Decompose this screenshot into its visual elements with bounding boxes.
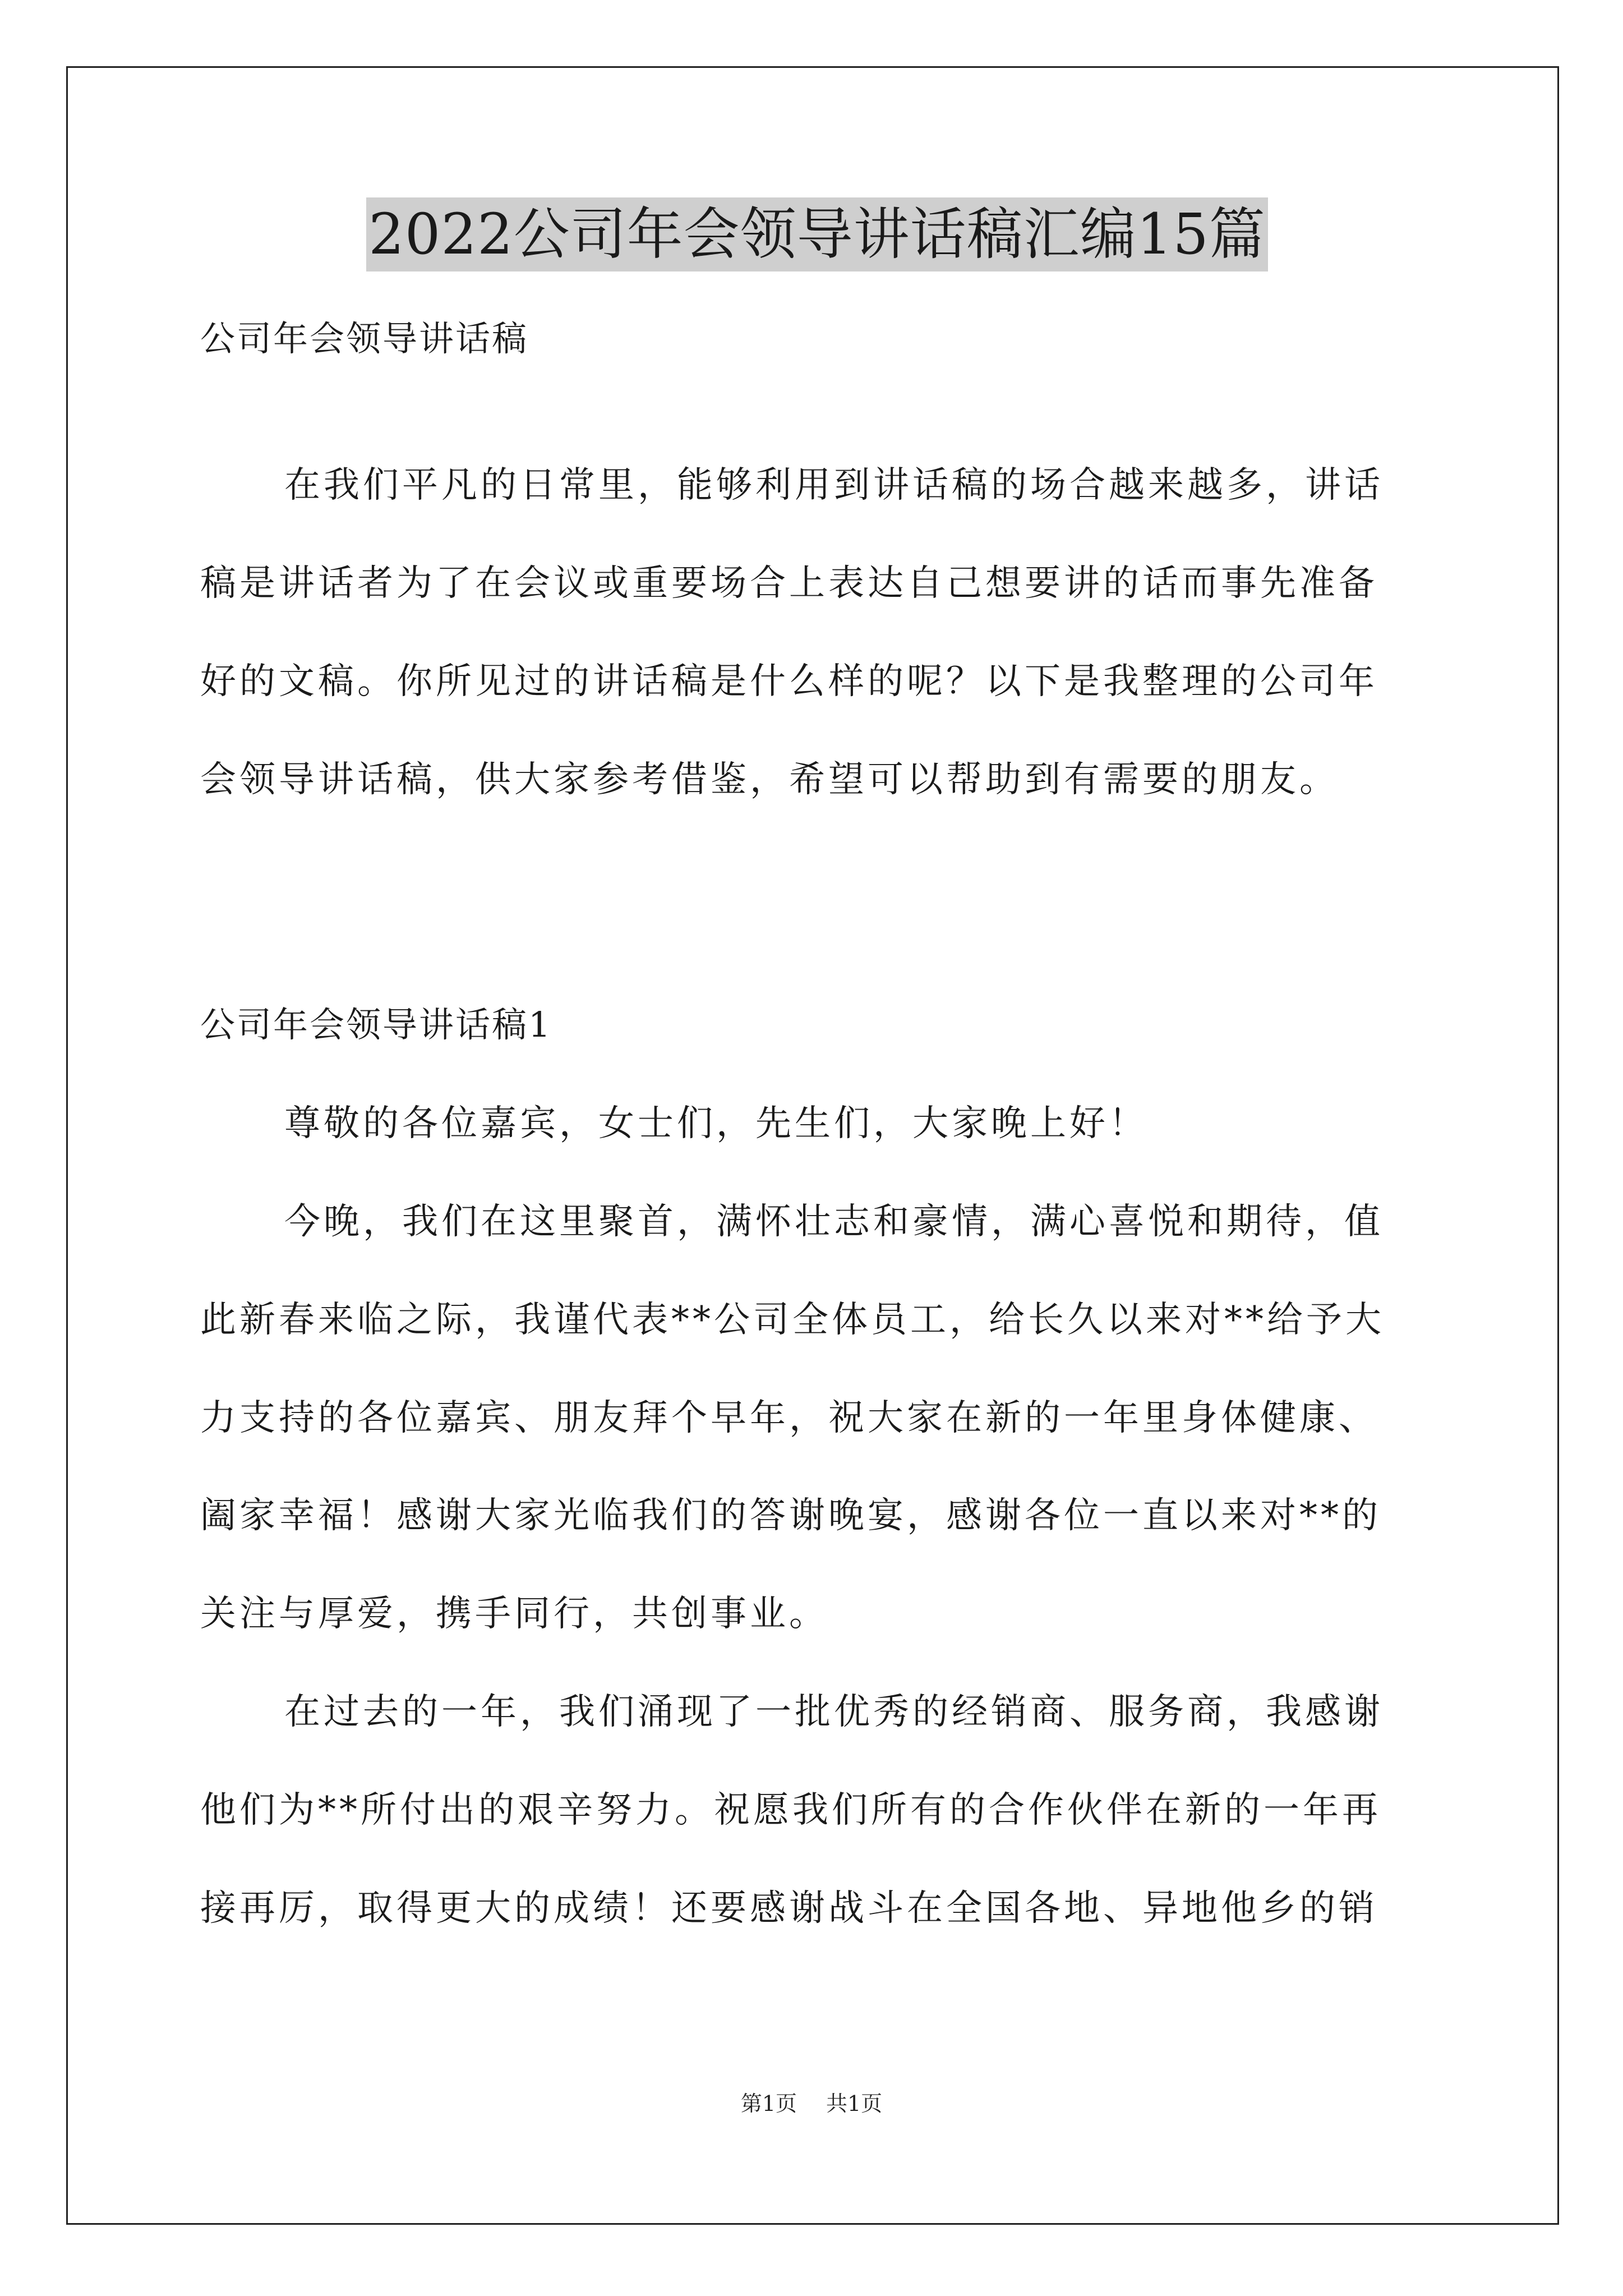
speech-line: 尊敬的各位嘉宾，女士们，先生们，大家晚上好！ — [284, 1103, 1148, 1144]
speech-line: 今晚，我们在这里聚首，满怀壮志和豪情，满心喜悦和期待，值 — [284, 1201, 1384, 1243]
page-number: 第1页 — [740, 2091, 797, 2116]
intro-line: 好的文稿。你所见过的讲话稿是什么样的呢？以下是我整理的公司年 — [200, 661, 1378, 702]
intro-line: 稿是讲话者为了在会议或重要场合上表达自己想要讲的话而事先准备 — [200, 563, 1378, 604]
intro-line: 在我们平凡的日常里，能够利用到讲话稿的场合越来越多，讲话 — [284, 464, 1384, 506]
document-title: 2022公司年会领导讲话稿汇编15篇 — [366, 197, 1268, 272]
speech-line: 力支持的各位嘉宾、朋友拜个早年，祝大家在新的一年里身体健康、 — [200, 1397, 1378, 1439]
speech-heading: 公司年会领导讲话稿1 — [200, 1004, 552, 1045]
speech-line: 关注与厚爱，携手同行，共创事业。 — [200, 1593, 828, 1635]
page-footer — [0, 2090, 1623, 2118]
speech-line: 在过去的一年，我们涌现了一批优秀的经销商、服务商，我感谢 — [284, 1691, 1384, 1733]
intro-line: 会领导讲话稿，供大家参考借鉴，希望可以帮助到有需要的朋友。 — [200, 759, 1339, 800]
title-container — [200, 197, 1434, 272]
speech-line: 阖家幸福！感谢大家光临我们的答谢晚宴，感谢各位一直以来对**的 — [200, 1495, 1381, 1536]
speech-line: 此新春来临之际，我谨代表**公司全体员工，给长久以来对**给予大 — [200, 1299, 1385, 1341]
section-heading: 公司年会领导讲话稿 — [200, 318, 529, 359]
speech-line: 接再厉，取得更大的成绩！还要感谢战斗在全国各地、异地他乡的销 — [200, 1888, 1378, 1929]
page-total: 共1页 — [826, 2091, 883, 2116]
speech-line: 他们为**所付出的艰辛努力。祝愿我们所有的合作伙伴在新的一年再 — [200, 1789, 1381, 1831]
